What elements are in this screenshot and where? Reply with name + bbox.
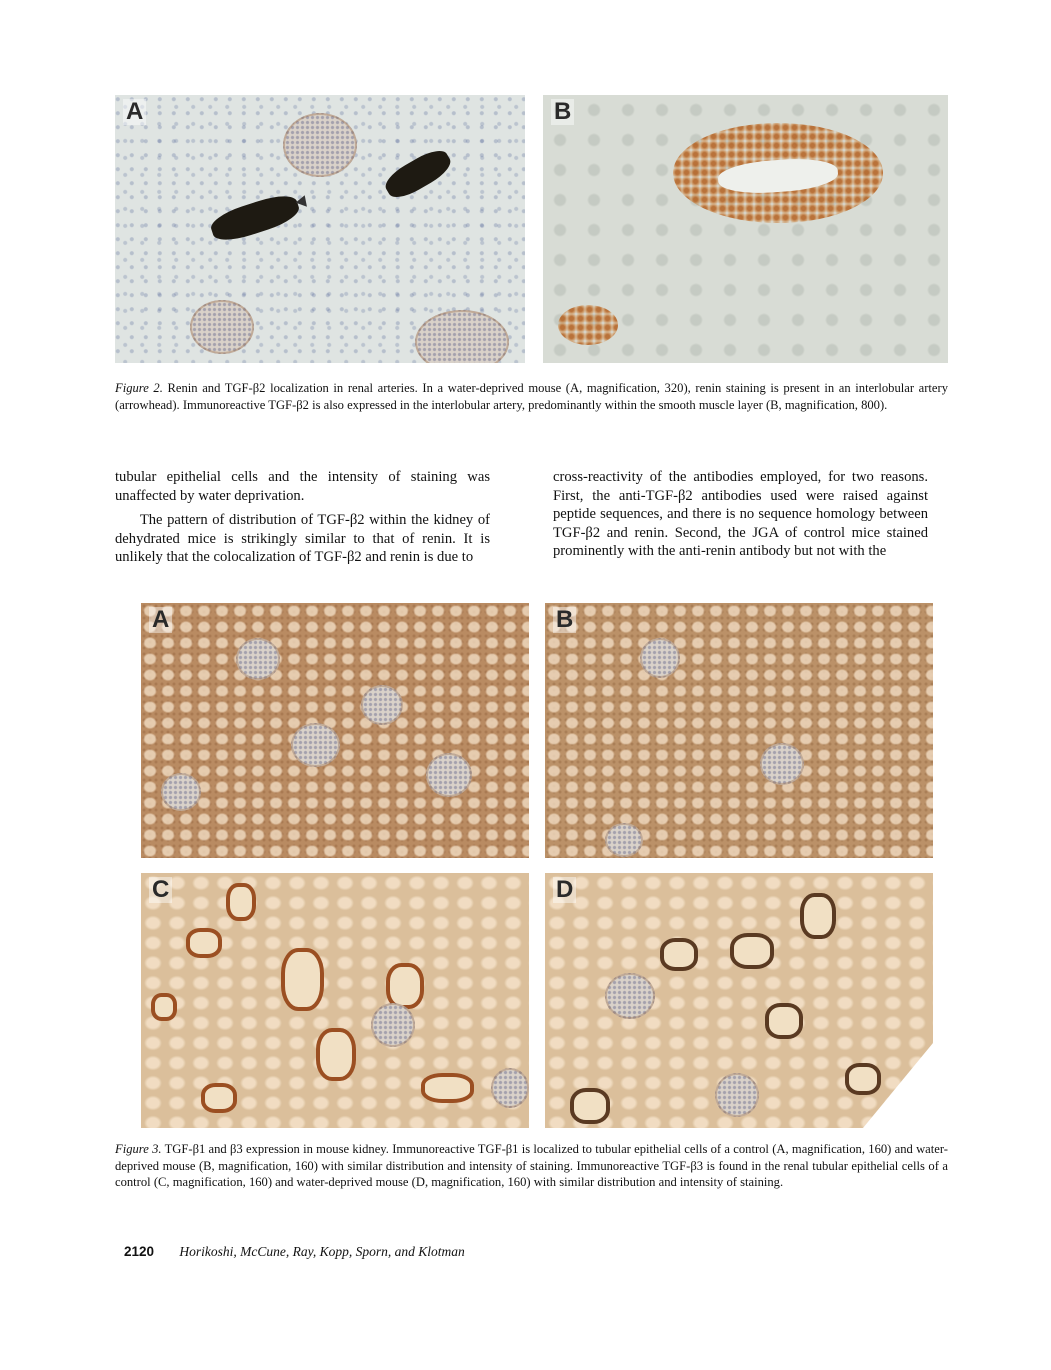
figure3-panel-d (545, 873, 933, 1128)
glomerulus (283, 113, 357, 177)
figure2-caption-text: Renin and TGF-β2 localization in renal arteries. In a water-deprived mouse (A, magnification, 320), renin staining is present in an interlobular artery (arrowhead). Immunoreactive TGF-β2 is also expressed in the interlobular artery, predominantly within the smooth muscle layer (B, magnification, 800). (115, 381, 949, 412)
glomerulus (715, 1073, 759, 1117)
glomerulus (491, 1068, 529, 1108)
glomerulus (605, 973, 655, 1019)
stained-tubule (421, 1073, 474, 1103)
stained-tubule (730, 933, 774, 969)
stained-tubule (316, 1028, 356, 1081)
glomerulus (161, 773, 201, 811)
renin-stained-artery (381, 144, 456, 203)
stained-tubule (151, 993, 177, 1021)
glomerulus (190, 300, 254, 354)
panel-letter: A (149, 607, 172, 633)
figure2-panel-b (543, 95, 948, 363)
figure2-panel-a (115, 95, 525, 363)
unstained-corner (863, 1043, 933, 1128)
panel-letter: A (123, 99, 146, 125)
renin-stained-artery (208, 190, 303, 246)
glomerulus (236, 638, 280, 680)
body-left-column (115, 468, 490, 567)
stained-tubule (281, 948, 324, 1011)
stained-tubule (186, 928, 222, 958)
glomerulus (415, 310, 509, 363)
body-paragraph: The pattern of distribution of TGF-β2 within the kidney of dehydrated mice is strikingly similar to that of renin. It is unlikely that the colocalization of TGF-β2 and renin is due to (115, 512, 490, 566)
figure3-caption-label: Figure 3. (115, 1142, 162, 1156)
glomerulus (361, 685, 403, 725)
running-authors: Horikoshi, McCune, Ray, Kopp, Sporn, and Klotman (179, 1244, 465, 1259)
figure2-caption (115, 380, 948, 413)
figure2-caption-label: Figure 2. (115, 381, 163, 395)
glomerulus (640, 638, 680, 678)
stained-tubule (765, 1003, 803, 1039)
body-right-column (553, 468, 928, 561)
body-paragraph: cross-reactivity of the antibodies employed, for two reasons. First, the anti-TGF-β2 antibodies used were raised against peptide sequences, and there is no sequence homology between TGF-β2 and renin. Second, the JGA of control mice stained prominently with the anti-renin antibody but not with the (553, 469, 928, 560)
figure3-panel-a (141, 603, 529, 858)
glomerulus (760, 743, 804, 785)
stained-tubule (226, 883, 256, 921)
page-footer (124, 1244, 465, 1260)
figure3-caption-text: TGF-β1 and β3 expression in mouse kidney. Immunoreactive TGF-β1 is localized to tubular epithelial cells of a control (A, magnification, 160) and water-deprived mouse (B, magnification, 160) with similar distribution and intensity of staining. Immunoreactive TGF-β3 is found in the renal tubular epithelial cells of a control (C, magnification, 160) and water-deprived mouse (D, magnification, 160) with similar distribution and intensity of staining. (115, 1142, 948, 1189)
page-number: 2120 (124, 1244, 155, 1259)
glomerulus (605, 823, 643, 857)
stained-tubule (660, 938, 698, 971)
figure3-panel-b (545, 603, 933, 858)
figure3-caption (115, 1141, 948, 1191)
stained-region (558, 305, 618, 345)
panel-letter: C (149, 877, 172, 903)
glomerulus (426, 753, 472, 797)
body-paragraph: tubular epithelial cells and the intensity of staining was unaffected by water deprivation. (115, 469, 490, 504)
figure3-panel-c (141, 873, 529, 1128)
panel-letter: D (553, 877, 576, 903)
glomerulus (291, 723, 340, 767)
stained-tubule (201, 1083, 237, 1113)
stained-tubule (800, 893, 836, 939)
stained-tubule (570, 1088, 610, 1124)
glomerulus (371, 1003, 415, 1047)
panel-letter: B (551, 99, 574, 125)
panel-letter: B (553, 607, 576, 633)
